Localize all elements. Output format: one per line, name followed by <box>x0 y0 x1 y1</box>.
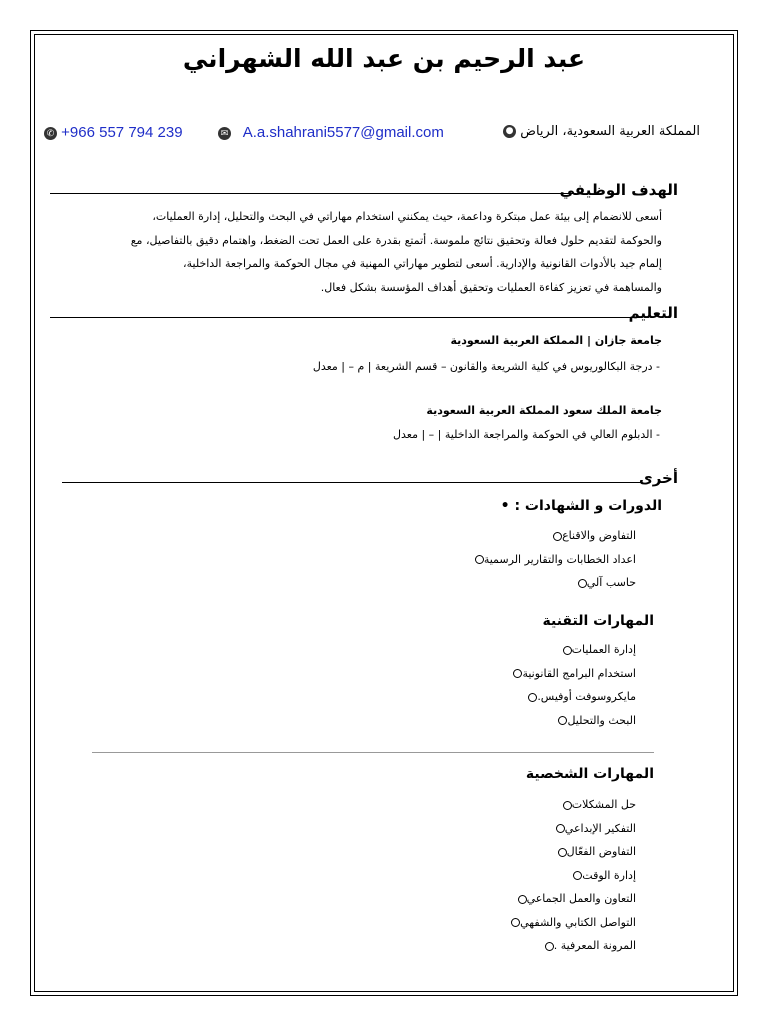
courses-heading <box>501 498 662 514</box>
tech-skills-heading: المهارات التقنية <box>542 613 654 629</box>
list-item: استخدام البرامج القانونية <box>505 662 636 686</box>
list-item: مايكروسوفت أوفيس. <box>505 685 636 709</box>
objective-heading: الهدف الوظيفي <box>559 181 678 199</box>
tech-skills-list <box>505 638 636 732</box>
education-item-title: جامعة الملك سعود المملكة العربية السعودية <box>426 404 662 417</box>
courses-list <box>467 524 636 595</box>
list-item: إدارة العمليات <box>505 638 636 662</box>
other-rule <box>62 482 642 483</box>
education-item-detail: - الدبلوم العالي في الحوكمة والمراجعة الداخلية | – | معدل <box>393 428 660 441</box>
education-heading: التعليم <box>628 304 678 322</box>
hollow-bullet-icon <box>545 942 554 951</box>
list-item: اعداد الخطابات والتقارير الرسمية <box>467 548 636 572</box>
contact-row <box>44 124 700 144</box>
list-item: البحث والتحليل <box>505 709 636 733</box>
section-divider <box>92 752 654 753</box>
phone-number: +966 557 794 239 <box>61 124 183 141</box>
location-pin-icon: ● <box>503 125 516 138</box>
hollow-bullet-icon <box>518 895 527 904</box>
objective-line: والحوكمة لتقديم حلول فعالة وتحقيق نتائج ملموسة. أتمتع بقدرة على العمل تحت الضغط، واهتمام دقيق بالتفاصيل، مع <box>130 233 662 247</box>
education-rule <box>50 317 640 318</box>
hollow-bullet-icon <box>528 693 537 702</box>
hollow-bullet-icon <box>563 646 572 655</box>
email-address: A.a.shahrani5577@gmail.com <box>242 124 444 141</box>
objective-line: إلمام جيد بالأدوات القانونية والإدارية. أسعى لتطوير مهاراتي المهنية في مجال الحوكمة والمراجعة الداخلية، <box>183 257 662 270</box>
phone-contact[interactable] <box>44 124 183 141</box>
phone-icon: ✆ <box>44 127 57 140</box>
other-heading: أخرى <box>638 469 678 487</box>
candidate-name: عبد الرحيم بن عبد الله الشهراني <box>182 44 586 73</box>
envelope-icon: ✉ <box>218 127 231 140</box>
objective-paragraph <box>62 205 662 299</box>
list-item: إدارة الوقت <box>503 864 636 888</box>
hollow-bullet-icon <box>578 579 587 588</box>
courses-heading-text: الدورات و الشهادات : <box>514 498 662 514</box>
objective-line: والمساهمة في تعزيز كفاءة العمليات وتحقيق أهداف المؤسسة بشكل فعال. <box>320 280 662 294</box>
list-item: التواصل الكتابي والشفهي <box>503 911 636 935</box>
list-item: التعاون والعمل الجماعي <box>503 887 636 911</box>
list-item: التفكير الإبداعي <box>503 817 636 841</box>
personal-skills-list <box>503 793 636 958</box>
hollow-bullet-icon <box>511 918 520 927</box>
list-item: التفاوض والاقناع <box>467 524 636 548</box>
education-item-title: جامعة جازان | المملكة العربية السعودية <box>450 334 662 347</box>
hollow-bullet-icon <box>553 532 562 541</box>
hollow-bullet-icon <box>558 848 567 857</box>
bullet-dot-icon: • <box>500 498 510 514</box>
hollow-bullet-icon <box>573 871 582 880</box>
location-contact <box>503 124 700 139</box>
personal-skills-heading: المهارات الشخصية <box>525 766 654 782</box>
location-text: المملكة العربية السعودية، الرياض <box>520 124 700 139</box>
list-item: المرونة المعرفية . <box>503 934 636 958</box>
objective-rule <box>50 193 576 194</box>
education-item-detail: - درجة البكالوريوس في كلية الشريعة والقانون – قسم الشريعة | م – | معدل <box>312 360 660 373</box>
hollow-bullet-icon <box>563 801 572 810</box>
list-item: حل المشكلات <box>503 793 636 817</box>
email-contact[interactable] <box>218 124 444 141</box>
hollow-bullet-icon <box>475 555 484 564</box>
hollow-bullet-icon <box>556 824 565 833</box>
list-item: حاسب آلي <box>467 571 636 595</box>
list-item: التفاوض الفعّال <box>503 840 636 864</box>
objective-line: أسعى للانضمام إلى بيئة عمل مبتكرة وداعمة، حيث يمكنني استخدام مهاراتي في البحث والتحليل، إدارة العمليات، <box>152 210 662 223</box>
